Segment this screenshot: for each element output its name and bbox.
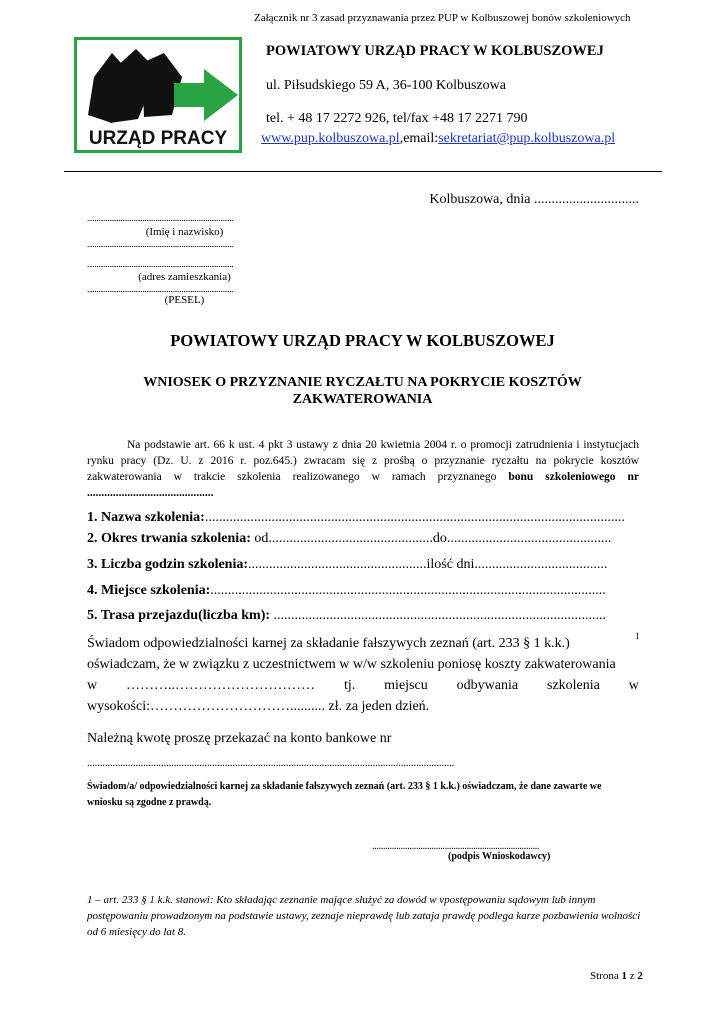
truth-declaration: Świadom/a/ odpowiedzialności karnej za składanie fałszywych zeznań (art. 233 § 1 k.k.) oświadczam, że dane zawarte we wniosku są zgodne z prawdą. [87, 781, 602, 808]
logo-text: URZĄD PRACY [88, 128, 228, 149]
field-label: 4. Miejsce szkolenia: [87, 583, 211, 598]
field-label: 3. Liczba godzin szkolenia: [87, 557, 249, 572]
blank-dots: ………..………………………… [126, 678, 316, 693]
field-dots: ........................................................................................................................ [204, 510, 625, 525]
document-subtitle: WNIOSEK O PRZYZNANIE RYCZAŁTU NA POKRYCIE KOSZTÓW ZAKWATEROWANIA [143, 375, 582, 407]
word: miejscu [384, 678, 428, 693]
field-hours [87, 557, 639, 573]
page-prefix: Strona [590, 970, 622, 982]
declaration-text: oświadczam, że w związku z uczestnictwem w w/w szkoleniu poniosę koszty zakwaterowania [87, 657, 616, 672]
field-duration [87, 531, 639, 547]
bank-account-label: Należną kwotę proszę przekazać na konto bankowe nr [87, 731, 392, 746]
signature-line: ............................................................................ [372, 841, 540, 852]
field-dots: ...................................................ilość dni...................................... [248, 557, 608, 572]
signature-caption: (podpis Wnioskodawcy) [448, 851, 551, 862]
declaration-text: Świadom odpowiedzialności karnej za składanie fałszywych zeznań (art. 233 § 1 k.k.) [87, 636, 570, 651]
field-dots: od...............................................do............................................... [250, 531, 612, 546]
field-location [87, 583, 639, 599]
name-field-line: ............................................................................... [87, 213, 234, 223]
intro-text: Na podstawie art. 66 k ust. 4 pkt 3 ustawy z dnia 20 kwietnia 2004 r. o promocji zatrudnienia i instytucjach rynku pracy (Dz. U. z 2016 r. poz.645.) zwracam się z prośbą o przyznanie ryczałtu na pokrycie kosztów zakwaterowania w trakcie szkolenia realizowanego w ramach przyznanego [87, 439, 639, 483]
annex-note: Załącznik nr 3 zasad przyznawania przez PUP w Kolbuszowej bonów szkoleniowych [254, 12, 631, 24]
institution-phone: tel. + 48 17 2272 926, tel/fax +48 17 2271 790 [266, 111, 528, 126]
website-link[interactable]: www.pup.kolbuszowa.pl [261, 131, 400, 146]
declaration-line [87, 654, 639, 675]
field-route [87, 608, 639, 624]
word: w [628, 678, 639, 693]
page-current: 1 [621, 970, 627, 982]
field-label: 1. Nazwa szkolenia: [87, 510, 205, 525]
field-dots: ............................................................................................... [270, 608, 607, 623]
field-training-name [87, 510, 639, 526]
institution-name: POWIATOWY URZĄD PRACY W KOLBUSZOWEJ [266, 43, 604, 59]
blank-line: ............................................................................... [87, 239, 234, 249]
footnote-ref: 1 [635, 631, 640, 641]
declaration-line [87, 675, 639, 696]
institution-address: ul. Piłsudskiego 59 A, 36-100 Kolbuszowa [266, 78, 506, 93]
pesel-caption: (PESEL) [164, 294, 205, 306]
page-number [590, 970, 643, 982]
word: odbywania [456, 678, 519, 693]
address-caption: (adres zamieszkania) [138, 271, 231, 283]
name-caption: (Imię i nazwisko) [145, 226, 224, 238]
field-dots: ................................................................................................................. [210, 583, 606, 598]
page-mid: z [626, 970, 638, 982]
email-prefix: ,email: [399, 131, 439, 146]
voucher-label: bonu szkoleniowego nr [508, 471, 640, 483]
field-label: 2. Okres trwania szkolenia: [87, 531, 251, 546]
contact-links [261, 131, 615, 147]
word: tj. [343, 678, 356, 693]
urzad-pracy-logo-icon [74, 37, 242, 153]
footnote: 1 – art. 233 § 1 k.k. stanowi: Kto składając zeznanie mające służyć za dowód w vpostępowaniu sądowym lub innym postępowaniu prowadzonym na podstawie ustawy, zeznaje nieprawdę lub zataja prawdę podlega karze pozbawienia wolności od 6 miesięcy do lat 8. [87, 894, 641, 938]
address-field-line: ............................................................................... [87, 259, 234, 269]
declaration-paragraph [87, 633, 639, 717]
header-divider [64, 171, 662, 172]
document-title: POWIATOWY URZĄD PRACY W KOLBUSZOWEJ [170, 331, 555, 350]
voucher-number-dots: ............................................ [87, 487, 214, 499]
date-line: Kolbuszowa, dnia .............................. [429, 192, 639, 207]
declaration-line [87, 633, 639, 654]
bank-account-line: ................................................................................................................................................ [87, 757, 455, 769]
field-label: 5. Trasa przejazdu(liczba km): [87, 608, 271, 623]
intro-paragraph [87, 437, 639, 501]
word: szkolenia [547, 678, 600, 693]
email-link[interactable]: sekretariat@pup.kolbuszowa.pl [438, 131, 616, 146]
page-total: 2 [637, 970, 643, 982]
pesel-field-line: ............................................................................... [87, 284, 234, 294]
declaration-line: wysokości:………………………….......... zł. za jeden dzień. [87, 699, 430, 714]
word: w [87, 678, 98, 693]
